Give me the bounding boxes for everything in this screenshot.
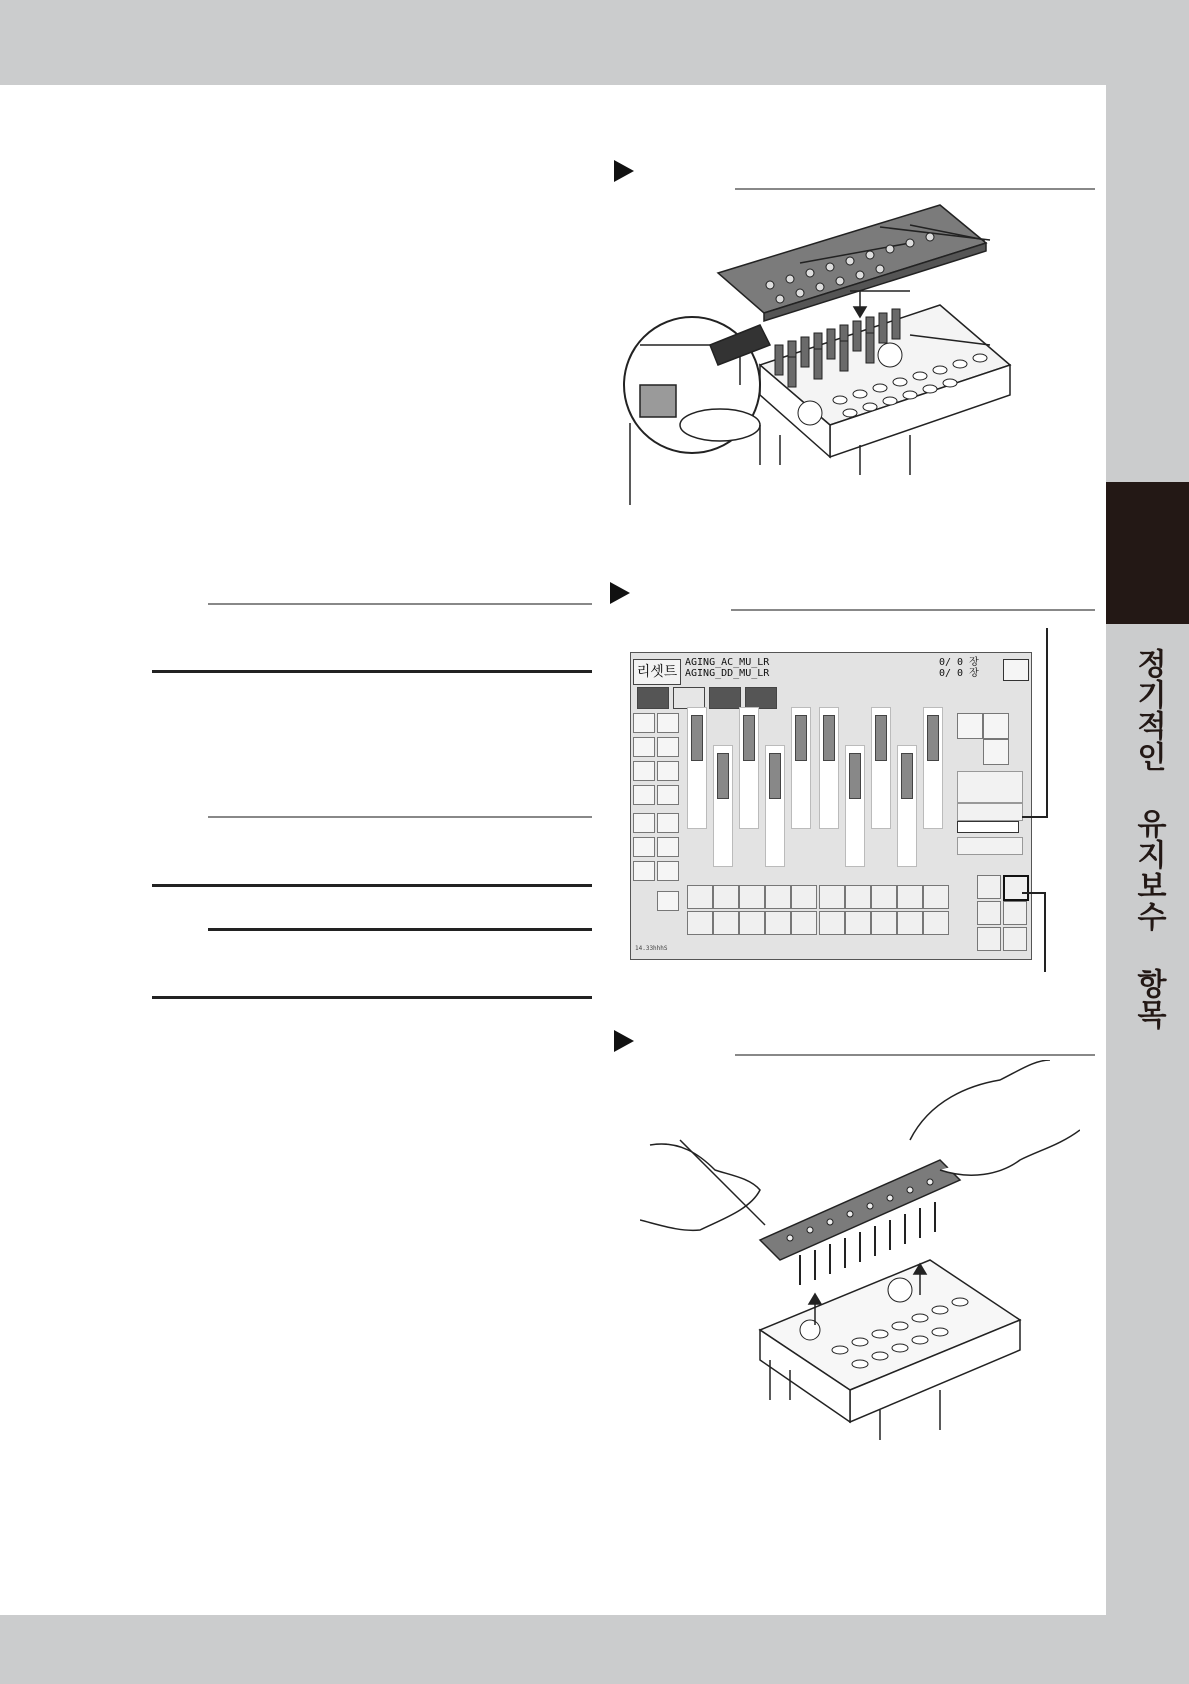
board-count [939, 657, 979, 679]
nozzle-action-button[interactable] [687, 885, 713, 909]
step-arrow-icon [610, 582, 630, 604]
nozzle-action-button[interactable] [871, 885, 897, 909]
nozzle-action-button[interactable] [897, 911, 923, 935]
reset-button[interactable]: 리셋트 [633, 659, 681, 685]
info-box [957, 771, 1023, 803]
nozzle-action-button[interactable] [923, 885, 949, 909]
warning-button[interactable] [977, 875, 1001, 899]
count-line-2: 0/ 0 장 [939, 668, 979, 679]
nozzle-change-button[interactable] [1003, 875, 1029, 901]
nozzle-pin [717, 753, 729, 799]
hands-lifting-plate-illustration [640, 1060, 1080, 1440]
callout-line [1022, 892, 1044, 894]
text-rule [152, 996, 592, 999]
panel-button[interactable] [983, 713, 1009, 739]
status-text: 14.33hhhS [635, 945, 668, 952]
nozzle-action-button[interactable] [791, 885, 817, 909]
nozzle-pin [769, 753, 781, 799]
panel-button[interactable] [983, 739, 1009, 765]
text-rule [208, 928, 592, 931]
menu-button[interactable] [633, 761, 655, 781]
menu-button[interactable] [657, 737, 679, 757]
section-tab-marker [1106, 482, 1189, 624]
menu-button[interactable] [657, 785, 679, 805]
pin-plate-exploded-illustration [610, 195, 1030, 505]
menu-button[interactable] [633, 737, 655, 757]
side-action-button[interactable] [1003, 901, 1027, 925]
nozzle-pin [823, 715, 835, 761]
text-rule [152, 670, 592, 673]
menu-button[interactable] [657, 861, 679, 881]
nozzle-action-button[interactable] [739, 911, 765, 935]
menu-button[interactable] [657, 837, 679, 857]
nozzle-action-button[interactable] [739, 885, 765, 909]
side-action-button[interactable] [1003, 927, 1027, 951]
menu-button[interactable] [633, 861, 655, 881]
menu-button[interactable] [657, 761, 679, 781]
menu-button[interactable] [633, 785, 655, 805]
nozzle-action-button[interactable] [845, 911, 871, 935]
nozzle-action-button[interactable] [871, 911, 897, 935]
text-rule [208, 603, 592, 605]
tab-tools[interactable] [745, 687, 777, 709]
tab-settings[interactable] [709, 687, 741, 709]
machine-touch-screen [630, 652, 1032, 960]
info-box [957, 837, 1023, 855]
menu-button[interactable] [633, 813, 655, 833]
callout-line [1022, 816, 1048, 818]
nozzle-pin [691, 715, 703, 761]
program-names [685, 657, 769, 679]
callout-line [1046, 628, 1048, 818]
tab-home[interactable] [637, 687, 669, 709]
program-line-1: AGING_AC_MU_LR [685, 657, 770, 668]
step-arrow-icon [614, 160, 634, 182]
info-box [957, 803, 1023, 821]
nozzle-action-button[interactable] [765, 885, 791, 909]
step-rule [735, 1054, 1095, 1056]
nozzle-action-button[interactable] [713, 885, 739, 909]
callout-line [1044, 892, 1046, 972]
step-arrow-icon [614, 1030, 634, 1052]
nozzle-action-button[interactable] [713, 911, 739, 935]
nozzle-pin [849, 753, 861, 799]
nozzle-pin [901, 753, 913, 799]
program-line-2: AGING_DD_MU_LR [685, 668, 770, 679]
section-title: 정기적인 유지보수 항목 [1131, 648, 1166, 1030]
side-action-button[interactable] [977, 901, 1001, 925]
step-rule [735, 188, 1095, 190]
nozzle-action-button[interactable] [819, 885, 845, 909]
panel-button[interactable] [957, 713, 983, 739]
nozzle-action-button[interactable] [845, 885, 871, 909]
menu-button[interactable] [657, 713, 679, 733]
text-rule [152, 884, 592, 887]
count-line-1: 0/ 0 장 [939, 657, 979, 668]
nozzle-pin [795, 715, 807, 761]
nozzle-pin [875, 715, 887, 761]
side-action-button[interactable] [977, 927, 1001, 951]
menu-button[interactable] [633, 837, 655, 857]
menu-button[interactable] [657, 813, 679, 833]
right-info-panel [953, 707, 1027, 867]
selection-field[interactable] [957, 821, 1019, 833]
corner-icon[interactable] [1003, 659, 1029, 681]
nozzle-action-button[interactable] [765, 911, 791, 935]
step-rule [731, 609, 1095, 611]
menu-button[interactable] [633, 713, 655, 733]
tab-nozzle[interactable] [673, 687, 705, 709]
nozzle-action-button[interactable] [897, 885, 923, 909]
nozzle-action-button[interactable] [791, 911, 817, 935]
text-rule [208, 816, 592, 818]
nozzle-action-button[interactable] [687, 911, 713, 935]
nozzle-action-button[interactable] [923, 911, 949, 935]
nozzle-pin [743, 715, 755, 761]
nozzle-pin [927, 715, 939, 761]
info-button[interactable] [657, 891, 679, 911]
nozzle-action-button[interactable] [819, 911, 845, 935]
